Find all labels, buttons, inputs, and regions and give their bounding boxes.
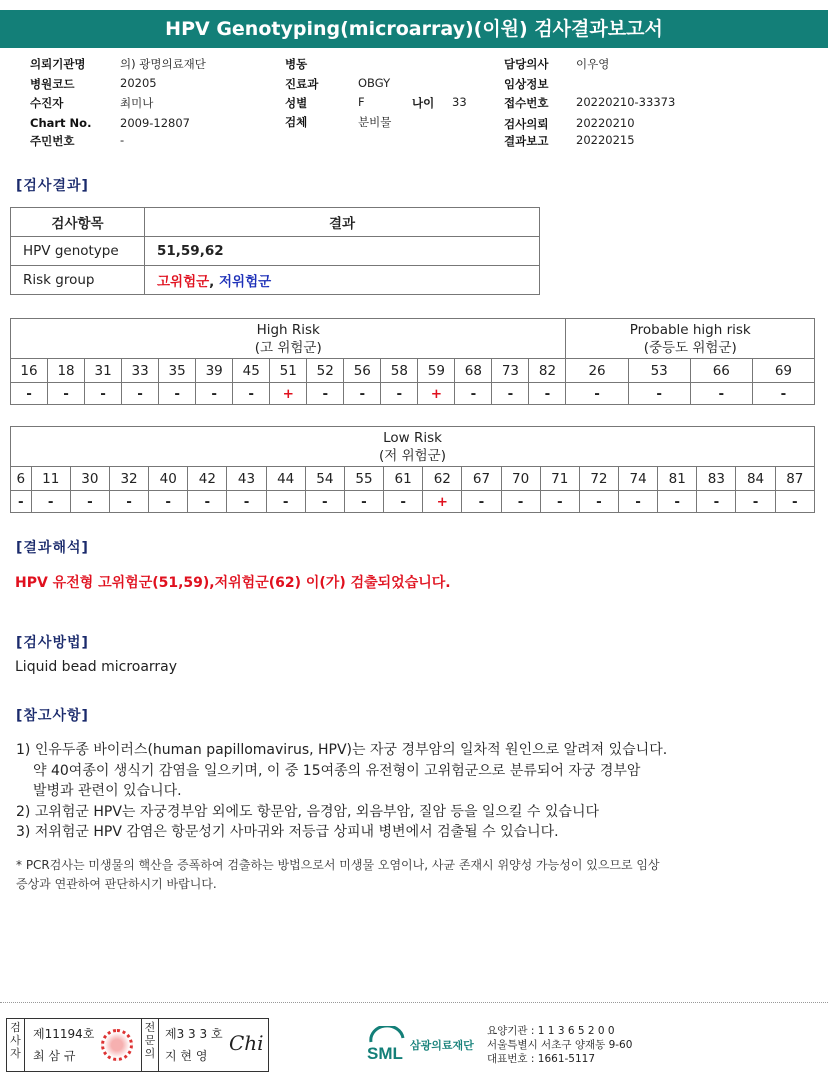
genotype-number-cell: 74 [619, 467, 658, 491]
section-result-heading: [검사결과] [16, 178, 89, 194]
org-address: 서울특별시 서초구 양재동 9-60 [487, 1039, 633, 1051]
genotype-result-cell: - [619, 491, 658, 513]
info-value-sex: F [358, 95, 365, 109]
info-value-department: OBGY [358, 76, 391, 90]
info-value-institution: 의) 광명의료재단 [120, 57, 206, 71]
genotype-result-cell: - [149, 491, 188, 513]
footnote [16, 856, 660, 894]
info-label-institution: 의뢰기관명 [30, 57, 86, 71]
signature-box [6, 1018, 269, 1072]
seal-stamp [101, 1029, 133, 1061]
note-line: 2) 고위험군 HPV는 자궁경부암 외에도 항문암, 음경암, 외음부암, 질암 등을 일으킬 수 있습니다 [16, 803, 600, 820]
genotype-number-cell: 16 [11, 359, 48, 383]
risk-separator: , [209, 274, 220, 290]
info-value-request-date: 20220210 [576, 116, 635, 130]
info-value-receipt-no: 20220210-33373 [576, 95, 676, 109]
note-line: 3) 저위험군 HPV 감염은 항문성기 사마귀와 저등급 상피내 병변에서 검출될 수 있습니다. [16, 824, 559, 840]
genotype-result-cell: + [423, 491, 462, 513]
info-label-specimen: 검체 [285, 115, 308, 129]
genotype-number-cell: 71 [540, 467, 579, 491]
genotype-number-cell: 66 [690, 359, 752, 383]
genotype-result-cell: - [579, 491, 618, 513]
genotype-number-cell: 82 [529, 359, 566, 383]
genotype-number-cell: 55 [344, 467, 383, 491]
genotype-number-cell: 51 [270, 359, 307, 383]
high-risk-subtitle: (고 위험군) [254, 339, 322, 356]
info-label-chart-no: Chart No. [30, 116, 92, 130]
info-value-specimen: 분비물 [358, 115, 392, 129]
high-risk-table [10, 318, 815, 405]
genotype-result-cell: - [188, 491, 227, 513]
info-value-resident-no: - [120, 133, 125, 147]
info-label-doctor: 담당의사 [504, 57, 549, 71]
genotype-result-cell: - [196, 383, 233, 405]
genotype-number-cell: 18 [48, 359, 85, 383]
result-summary-table [10, 207, 540, 295]
info-value-doctor: 이우영 [576, 57, 610, 71]
genotype-number-cell: 6 [11, 467, 32, 491]
genotype-result-cell: - [109, 491, 148, 513]
info-value-age: 33 [452, 95, 467, 109]
org-address-block [487, 1024, 632, 1066]
genotype-result-cell: - [305, 491, 344, 513]
genotype-value: 51,59,62 [145, 237, 540, 266]
info-label-report-date: 결과보고 [504, 134, 549, 148]
bottom-divider [0, 1002, 828, 1003]
info-value-patient: 최미나 [120, 96, 154, 110]
method-text: Liquid bead microarray [15, 659, 178, 675]
result-header-item: 검사항목 [11, 208, 145, 237]
expert-label: 전 문 의 [141, 1019, 159, 1071]
info-label-sex: 성별 [285, 96, 308, 110]
genotype-result-cell: - [775, 491, 814, 513]
expert-license: 제3 3 3 호 [165, 1027, 223, 1041]
sml-logo [365, 1026, 409, 1066]
genotype-number-cell: 73 [492, 359, 529, 383]
note-line: 발병과 관련이 있습니다. [33, 783, 182, 799]
risk-low-text: 저위험군 [219, 274, 272, 290]
genotype-result-cell: - [540, 491, 579, 513]
genotype-result-cell: - [159, 383, 196, 405]
genotype-number-cell: 44 [266, 467, 305, 491]
report-title: HPV Genotyping(microarray)(이원) 검사결과보고서 [0, 10, 828, 48]
high-risk-title: High Risk [256, 321, 320, 338]
low-risk-table [10, 426, 815, 513]
genotype-number-cell: 69 [752, 359, 814, 383]
tester-name: 최 삼 규 [33, 1049, 76, 1063]
genotype-number-cell: 54 [305, 467, 344, 491]
genotype-result-cell: - [70, 491, 109, 513]
genotype-result-cell: - [85, 383, 122, 405]
probable-risk-title: Probable high risk [629, 321, 751, 338]
genotype-result-cell: - [529, 383, 566, 405]
genotype-number-cell: 58 [381, 359, 418, 383]
genotype-number-cell: 39 [196, 359, 233, 383]
interpretation-text: HPV 유전형 고위험군(51,59),저위험군(62) 이(가) 검출되었습니다. [15, 575, 451, 591]
genotype-result-cell: - [658, 491, 697, 513]
genotype-number-cell: 81 [658, 467, 697, 491]
genotype-result-cell: - [628, 383, 690, 405]
genotype-number-cell: 45 [233, 359, 270, 383]
genotype-result-cell: - [122, 383, 159, 405]
sml-logo-text: SML [367, 1044, 403, 1063]
genotype-number-cell: 70 [501, 467, 540, 491]
info-value-hospital-code: 20205 [120, 76, 157, 90]
result-header-result: 결과 [145, 208, 540, 237]
genotype-number-cell: 56 [344, 359, 381, 383]
genotype-number-cell: 62 [423, 467, 462, 491]
footnote-line: * PCR검사는 미생물의 핵산을 증폭하여 검출하는 방법으로서 미생물 오염이나, 사균 존재시 위양성 가능성이 있으므로 임상 [16, 858, 660, 872]
genotype-number-cell: 68 [455, 359, 492, 383]
risk-high-text: 고위험군 [157, 274, 210, 290]
low-risk-subtitle: (저 위험군) [379, 447, 446, 464]
info-label-age: 나이 [412, 96, 435, 110]
low-risk-header [11, 427, 815, 467]
genotype-result-cell: - [31, 491, 70, 513]
genotype-result-cell: - [752, 383, 814, 405]
note-line: 1) 인유두종 바이러스(human papillomavirus, HPV)는 자궁 경부암의 일차적 원인으로 알려져 있습니다. [16, 742, 668, 758]
genotype-result-cell: - [227, 491, 266, 513]
tester-label: 검 사 자 [7, 1019, 25, 1071]
org-code: 요양기관 : 1 1 3 6 5 2 0 0 [487, 1025, 615, 1037]
high-risk-header [11, 319, 566, 359]
genotype-result-cell: - [736, 491, 775, 513]
genotype-number-cell: 84 [736, 467, 775, 491]
genotype-result-cell: - [697, 491, 736, 513]
genotype-result-cell: - [344, 383, 381, 405]
probable-risk-subtitle: (중등도 위험군) [643, 339, 737, 356]
genotype-number-cell: 35 [159, 359, 196, 383]
genotype-result-cell: - [381, 383, 418, 405]
section-reference-heading: [참고사항] [16, 708, 89, 724]
genotype-number-cell: 83 [697, 467, 736, 491]
expert-name: 지 현 영 [165, 1049, 208, 1063]
genotype-number-cell: 32 [109, 467, 148, 491]
genotype-number-cell: 72 [579, 467, 618, 491]
tester-license: 제11194호 [33, 1027, 95, 1041]
signature-scribble: Chi [229, 1031, 264, 1055]
genotype-number-cell: 42 [188, 467, 227, 491]
genotype-number-cell: 67 [462, 467, 501, 491]
genotype-number-cell: 59 [418, 359, 455, 383]
genotype-result-cell: - [455, 383, 492, 405]
info-label-receipt-no: 접수번호 [504, 96, 549, 110]
genotype-number-cell: 43 [227, 467, 266, 491]
genotype-result-cell: - [566, 383, 628, 405]
genotype-result-cell: - [344, 491, 383, 513]
genotype-result-cell: - [266, 491, 305, 513]
genotype-label: HPV genotype [11, 237, 145, 266]
info-label-patient: 수진자 [30, 96, 64, 110]
info-label-hospital-code: 병원코드 [30, 77, 75, 91]
genotype-number-cell: 31 [85, 359, 122, 383]
genotype-result-cell: + [270, 383, 307, 405]
genotype-number-cell: 61 [384, 467, 423, 491]
note-line: 약 40여종이 생식기 감염을 일으키며, 이 중 15여종의 유전형이 고위험군으로 분류되어 자궁 경부암 [33, 762, 641, 779]
section-interpretation-heading: [결과해석] [16, 540, 89, 556]
genotype-result-cell: + [418, 383, 455, 405]
genotype-number-cell: 40 [149, 467, 188, 491]
genotype-result-cell: - [384, 491, 423, 513]
genotype-result-cell: - [501, 491, 540, 513]
genotype-result-cell: - [233, 383, 270, 405]
genotype-number-cell: 53 [628, 359, 690, 383]
genotype-result-cell: - [48, 383, 85, 405]
genotype-number-cell: 33 [122, 359, 159, 383]
genotype-result-cell: - [11, 383, 48, 405]
genotype-result-cell: - [307, 383, 344, 405]
genotype-number-cell: 11 [31, 467, 70, 491]
genotype-number-cell: 26 [566, 359, 628, 383]
risk-group-value [145, 266, 540, 295]
section-method-heading: [검사방법] [16, 635, 89, 651]
genotype-result-cell: - [11, 491, 32, 513]
low-risk-title: Low Risk [383, 429, 442, 446]
org-name: 삼광의료재단 [410, 1039, 474, 1052]
genotype-result-cell: - [462, 491, 501, 513]
genotype-number-cell: 87 [775, 467, 814, 491]
info-label-request-date: 검사의뢰 [504, 117, 549, 131]
info-value-chart-no: 2009-12807 [120, 116, 190, 130]
info-label-resident-no: 주민번호 [30, 134, 75, 148]
info-value-report-date: 20220215 [576, 133, 635, 147]
info-label-clinical: 임상정보 [504, 77, 549, 91]
genotype-number-cell: 52 [307, 359, 344, 383]
risk-group-label: Risk group [11, 266, 145, 295]
genotype-result-cell: - [690, 383, 752, 405]
org-phone: 대표번호 : 1661-5117 [487, 1053, 596, 1065]
footnote-line: 증상과 연관하여 판단하시기 바랍니다. [16, 877, 217, 891]
genotype-result-cell: - [492, 383, 529, 405]
info-label-department: 진료과 [285, 77, 319, 91]
probable-risk-header [566, 319, 815, 359]
genotype-number-cell: 30 [70, 467, 109, 491]
reference-notes [16, 740, 667, 843]
info-label-ward: 병동 [285, 57, 308, 71]
